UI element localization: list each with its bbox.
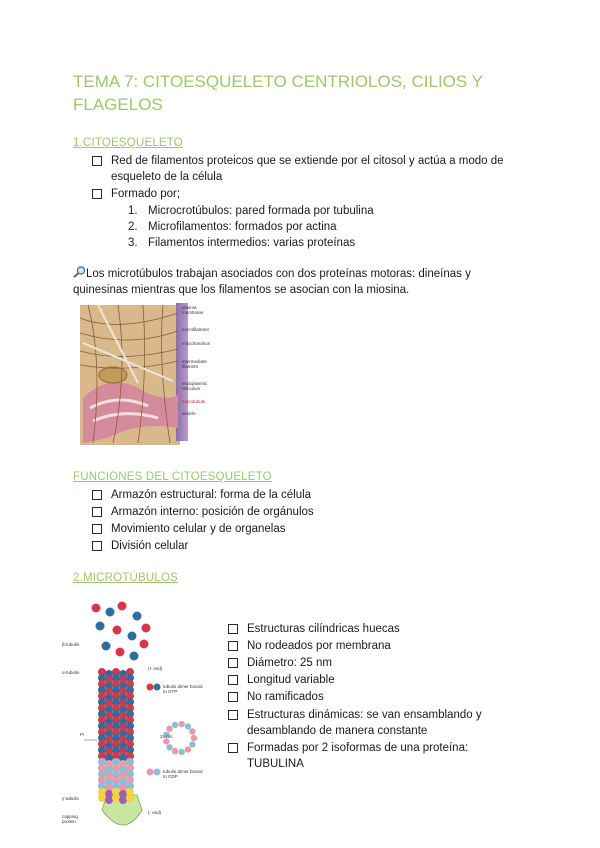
bullet-item: Red de filamentos proteicos que se extiende por el citosol y actúa a modo de esqueleto de la célula	[92, 153, 532, 185]
list-item: No rodeados por membrana	[228, 638, 391, 654]
section-heading-citoesqueleto: 1.CITOESQUELETO	[73, 137, 183, 149]
numbered-item: 2. Microfilamentos: formados por actina	[128, 221, 337, 233]
checkbox-icon	[228, 675, 238, 685]
list-item: Armazón estructural: forma de la célula	[92, 487, 311, 503]
list-item: Estructuras cilíndricas huecas	[228, 621, 400, 637]
cytoskeleton-figure: plasma membrane microfilament mitochondrion intermediate filament endoplasmic reticulum microtubule vesicle	[78, 303, 218, 448]
checkbox-icon	[92, 189, 102, 199]
checkbox-icon	[92, 490, 102, 500]
checkbox-icon	[92, 156, 102, 166]
page-title: TEMA 7: CITOESQUELETO CENTRIOLOS, CILIOS Y FLAGELOS	[73, 72, 483, 114]
checkbox-icon	[228, 624, 238, 634]
list-item: Armazón interno: posición de orgánulos	[92, 504, 314, 520]
list-item: Longitud variable	[228, 672, 335, 688]
checkbox-icon	[228, 710, 238, 720]
checkbox-icon	[92, 524, 102, 534]
checkbox-icon	[228, 658, 238, 668]
note-paragraph: Los microtúbulos trabajan asociados con dos proteínas motoras: dineínas y quinesinas mientras que los filamentos se asocian con la miosina.	[73, 268, 471, 296]
checkbox-icon	[228, 743, 238, 753]
list-item: Formadas por 2 isoformas de una proteína: TUBULINA	[228, 740, 498, 772]
bullet-item: Formado por;	[92, 186, 180, 202]
numbered-item: 3. Filamentos intermedios: varias proteínas	[128, 237, 356, 249]
list-item: Estructuras dinámicas: se van ensamblando y desamblando de manera constante	[228, 707, 498, 739]
list-item: No ramificados	[228, 689, 324, 705]
magnifier-icon	[73, 266, 86, 278]
microtubule-figure: β-tubulin α-tubulin (+ end) tubulin dimer bound to GTP 24 nm Pi tubulin dimer bound to GDP γ-tubulin capping protein (- end)	[62, 600, 222, 832]
section-heading-microtubulos: 2.MICROTÚBULOS	[73, 572, 179, 584]
list-item: División celular	[92, 538, 188, 554]
list-item: Diámetro: 25 nm	[228, 655, 332, 671]
section-heading-funciones: FUNCIONES DEL CITOESQUELETO	[73, 471, 272, 483]
checkbox-icon	[92, 541, 102, 551]
list-item: Movimiento celular y de organelas	[92, 521, 286, 537]
checkbox-icon	[228, 692, 238, 702]
numbered-item: 1. Microcrotúbulos: pared formada por tubulina	[128, 205, 374, 217]
checkbox-icon	[228, 641, 238, 651]
checkbox-icon	[92, 507, 102, 517]
